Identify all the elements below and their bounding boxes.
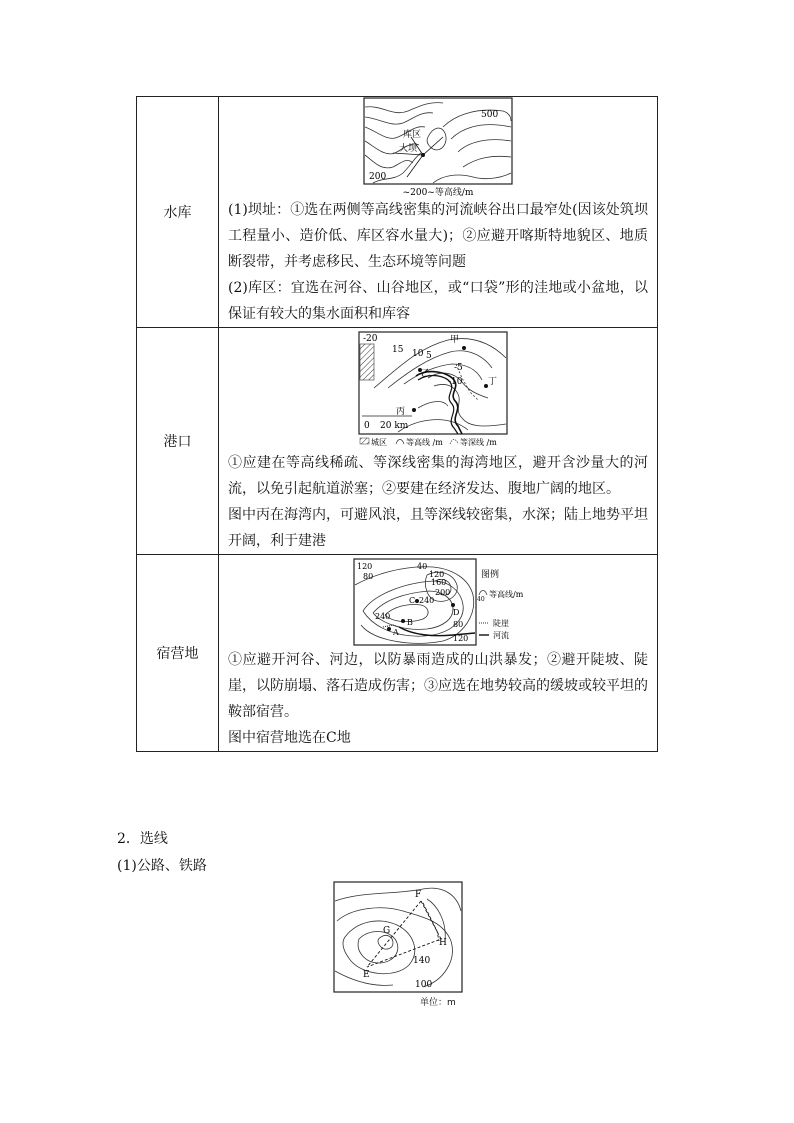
paragraph: ①应建在等高线稀疏、等深线密集的海湾地区，避开含沙量大的河流，以免引起航道淤塞；②要建在经济发达、腹地广阔的地区。	[228, 455, 648, 497]
map-label: C	[409, 596, 416, 605]
legend-contour: 等高线/m	[489, 590, 523, 599]
map-label: 240	[419, 596, 435, 605]
map-label: D	[453, 608, 460, 617]
reservoir-map	[228, 97, 648, 197]
map-label: 80	[453, 620, 464, 629]
map-label: 500	[481, 110, 499, 120]
map-label: 丁	[488, 377, 498, 387]
map-label: G	[383, 926, 391, 936]
row-label: 港口	[137, 328, 219, 555]
map-label: 100	[415, 980, 433, 990]
map-label: 80	[363, 572, 374, 581]
paragraph: ①应避开河谷、河边，以防暴雨造成的山洪暴发；②避开陡坡、陡崖，以防崩塌、落石造成伤害；③应选在地势较高的缓坡或较平坦的鞍部宿营。	[228, 652, 648, 720]
section-subtitle: (1)公路、铁路	[117, 858, 207, 874]
map-label: -5	[454, 363, 463, 373]
map-label: 丙	[396, 407, 406, 417]
map-label: 10	[412, 349, 424, 359]
map-unit: 单位：m	[420, 998, 456, 1008]
table-row-campsite	[137, 555, 658, 752]
map-label: 120	[429, 570, 445, 579]
campsite-map	[228, 555, 648, 647]
map-label: -20	[363, 334, 378, 344]
map-label: 140	[413, 956, 431, 966]
map-label: 40	[417, 562, 428, 571]
row-label: 水库	[137, 97, 219, 328]
road-route-map	[333, 881, 463, 993]
map-label: 160	[431, 578, 447, 587]
paragraph: 图中丙在海湾内，可避风浪，且等深线较密集，水深；陆上地势平坦开阔，利于建港	[228, 507, 648, 549]
legend-contour: 等高线 /m	[406, 438, 443, 447]
map-label: 15	[392, 345, 404, 355]
map-label: 库区	[403, 130, 422, 140]
section-title: 2．选线	[117, 831, 168, 847]
paragraph: (2)库区：宜选在河谷、山谷地区，或“口袋”形的洼地或小盆地，以保证有较大的集水面积和库容	[228, 280, 648, 322]
map-label: B	[407, 618, 413, 627]
scale-label: 20 km	[380, 421, 409, 431]
scale-label: 0	[364, 421, 370, 431]
map-label: A	[393, 628, 399, 637]
map-label: 5	[426, 351, 432, 361]
map-label: -10	[448, 377, 463, 387]
map-label: 120	[453, 634, 469, 643]
map-label: 大坝	[399, 144, 418, 154]
table-row-reservoir	[137, 97, 658, 328]
map-label: H	[439, 938, 447, 948]
paragraph: 图中宿营地选在C地	[228, 730, 351, 746]
map-label: E	[363, 970, 370, 980]
row-label: 宿营地	[137, 555, 219, 752]
legend-river: 河流	[493, 631, 509, 640]
map-label: 120	[357, 562, 373, 571]
legend-title: 图例	[481, 570, 500, 580]
paragraph: (1)坝址：①选在两侧等高线密集的河流峡谷出口最窄处(因该处筑坝工程量小、造价低、库区容水量大)；②应避开喀斯特地貌区、地质断裂带，并考虑移民、生态环境等问题	[228, 202, 648, 270]
port-map	[228, 328, 648, 450]
legend-cliff: 陡崖	[493, 619, 509, 628]
map-label: 240	[375, 612, 391, 621]
site-selection-table	[136, 96, 658, 752]
legend-depth: 等深线 /m	[460, 438, 497, 447]
map-label: F	[415, 890, 422, 900]
legend-city: 城区	[371, 438, 387, 447]
table-row-port	[137, 328, 658, 555]
map-caption: ~200~等高线/m	[402, 188, 474, 197]
map-label: 甲	[450, 335, 460, 345]
map-label: 200	[369, 172, 387, 182]
map-label: 乙	[421, 369, 431, 379]
map-label: 200	[435, 588, 451, 597]
legend-contour-value: 40	[477, 596, 485, 603]
